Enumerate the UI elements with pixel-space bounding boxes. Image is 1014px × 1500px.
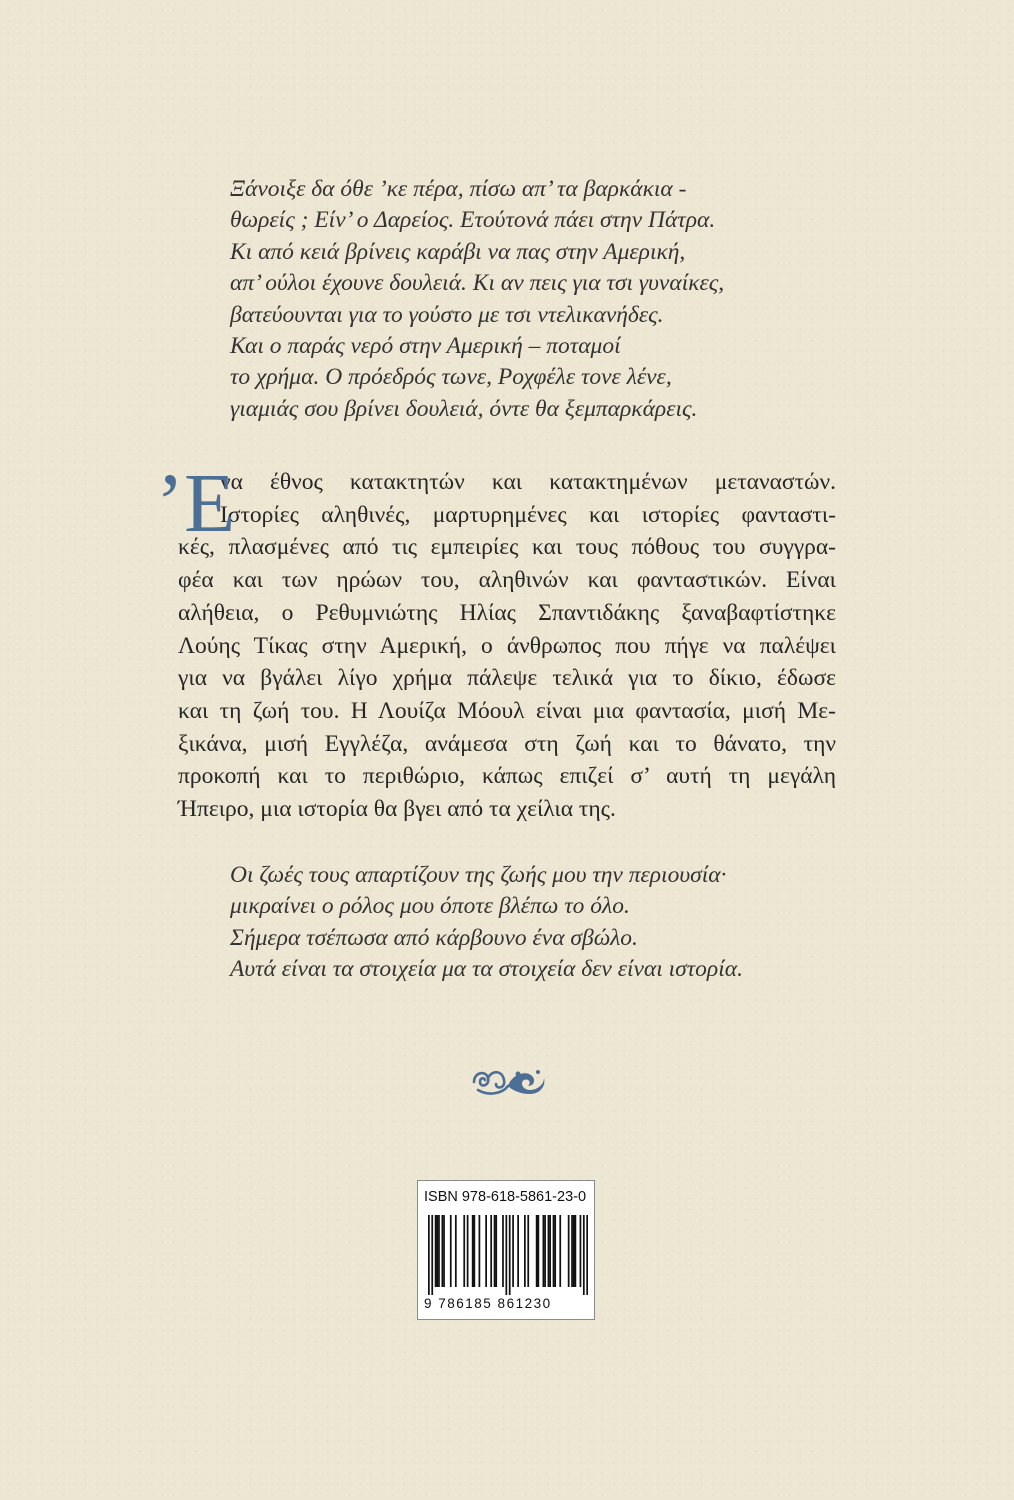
barcode-bar <box>553 1215 555 1287</box>
barcode-bar <box>436 1215 438 1287</box>
barcode-bar <box>472 1215 474 1287</box>
barcode-bar <box>502 1215 504 1287</box>
isbn-barcode <box>417 1180 595 1320</box>
barcode-bar <box>463 1215 465 1287</box>
barcode-bar <box>573 1215 575 1287</box>
barcode-bar <box>512 1215 514 1287</box>
barcode-bar <box>479 1215 481 1287</box>
barcode-bar <box>543 1215 545 1287</box>
barcode-bar <box>580 1215 582 1287</box>
poem-line: το χρήμα. Ο πρόεδρός τωνε, Ροχφέλε τονε λένε, <box>230 364 672 391</box>
prose-line: κές, πλασμένες από τις εμπειρίες και τους πόθους του συγγρα- <box>178 534 836 561</box>
barcode-bar <box>431 1215 433 1295</box>
barcode-bar <box>536 1215 538 1287</box>
prose-line: Ήπειρο, μια ιστορία θα βγει από τα χείλια της. <box>178 796 616 823</box>
poem-line: θωρείς ; Είν’ ο Δαρείος. Ετούτονά πάει στην Πάτρα. <box>230 207 716 234</box>
prose-line: αλήθεια, ο Ρεθυμνιώτης Ηλίας Σπαντιδάκης ξαναβαφτίστηκε <box>178 599 836 626</box>
barcode-bar <box>524 1215 526 1287</box>
barcode-bar <box>568 1215 570 1287</box>
poem-line: Κι από κειά βρίνεις καράβι να πας στην Αμερική, <box>230 238 686 265</box>
poem-line: Ξάνοιξε δα όθε ’κε πέρα, πίσω απ’ τα βαρκάκια - <box>230 176 687 202</box>
poem-line: Αυτά είναι τα στοιχεία μα τα στοιχεία δεν είναι ιστορία. <box>230 956 743 983</box>
prose-line: Ιστορίες αληθινές, μαρτυρημένες και ιστορίες φανταστι- <box>220 501 836 528</box>
prose-line: Λούης Τίκας στην Αμερική, ο άνθρωπος που πήγε να παλέψει <box>178 632 836 659</box>
barcode-bar <box>549 1215 551 1287</box>
prose-line: για να βγάλει λίγο χρήμα πάλεψε τελικά για το δίκιο, έδωσε <box>178 665 836 692</box>
barcode-bar <box>505 1215 507 1295</box>
poem-line: βατεύουνται για το γούστο με τσι ντελικανήδες. <box>230 301 664 328</box>
barcode-bar <box>554 1215 556 1287</box>
poem-line: γιαμιάς σου βρίνει δουλειά, όντε θα ξεμπαρκάρεις. <box>230 395 698 422</box>
drop-cap: ’Ε <box>156 457 236 550</box>
closing-poem <box>230 860 743 986</box>
barcode-bar <box>509 1215 511 1295</box>
poem-line: Και ο παράς νερό στην Αμερική – ποταμοί <box>230 333 621 360</box>
barcode-bar <box>559 1215 561 1287</box>
barcode-bar <box>494 1215 496 1287</box>
barcode-bar <box>441 1215 443 1287</box>
blurb-paragraph <box>156 457 836 826</box>
barcode-bar <box>548 1215 550 1287</box>
poem-line: Σήμερα τσέπωσα από κάρβουνο ένα σβώλο. <box>230 924 638 951</box>
barcode-bar <box>473 1215 475 1287</box>
prose-line: προκοπή και το περιθώριο, κάπως επιζεί σ’ αυτή τη μεγάλη <box>178 763 836 790</box>
prose-line: φέα και των ηρώων του, αληθινών και φανταστικών. Είναι <box>178 567 836 594</box>
barcode-bar <box>537 1215 539 1287</box>
barcode-bar <box>544 1215 546 1287</box>
poem-line: μικραίνει ο ρόλος μου όποτε βλέπω το όλο. <box>230 893 630 920</box>
barcode-bar <box>455 1215 457 1287</box>
barcode-bar <box>443 1215 445 1287</box>
barcode-bar <box>575 1215 577 1287</box>
epigraph-poem <box>230 174 724 425</box>
barcode-bar <box>583 1215 585 1295</box>
prose-line: και τη ζωή του. Η Λουίζα Μόουλ είναι μια φαντασία, μισή Με- <box>178 697 836 724</box>
barcode-bar <box>450 1215 452 1287</box>
barcode-bar <box>438 1215 440 1287</box>
barcode-bar <box>586 1215 588 1295</box>
prose-line: να έθνος κατακτητών και κατακτημένων μεταναστών. <box>220 469 836 495</box>
prose-line: ξικάνα, μισή Εγγλέζα, ανάμεσα στη ζωή και το θάνατο, την <box>178 730 836 757</box>
barcode-bar <box>490 1215 492 1287</box>
barcode-bar <box>527 1215 529 1287</box>
isbn-label: ISBN 978-618-5861-23-0 <box>424 1189 587 1205</box>
barcode-bar <box>435 1215 437 1287</box>
barcode-bar <box>517 1215 519 1287</box>
flourish-ornament-icon <box>468 1060 548 1100</box>
poem-line: Οι ζωές τους απαρτίζουν της ζωής μου την περιουσία· <box>230 862 727 888</box>
barcode-bar <box>495 1215 497 1287</box>
barcode-bar <box>428 1215 430 1295</box>
barcode-bars <box>428 1215 588 1295</box>
barcode-bar <box>485 1215 487 1287</box>
barcode-bar <box>571 1215 573 1287</box>
barcode-bar <box>467 1215 469 1287</box>
barcode-digits: 9 786185 861230 <box>424 1296 552 1311</box>
poem-line: απ’ ούλοι έχουνε δουλειά. Κι αν πεις για τσι γυναίκες, <box>230 270 725 297</box>
